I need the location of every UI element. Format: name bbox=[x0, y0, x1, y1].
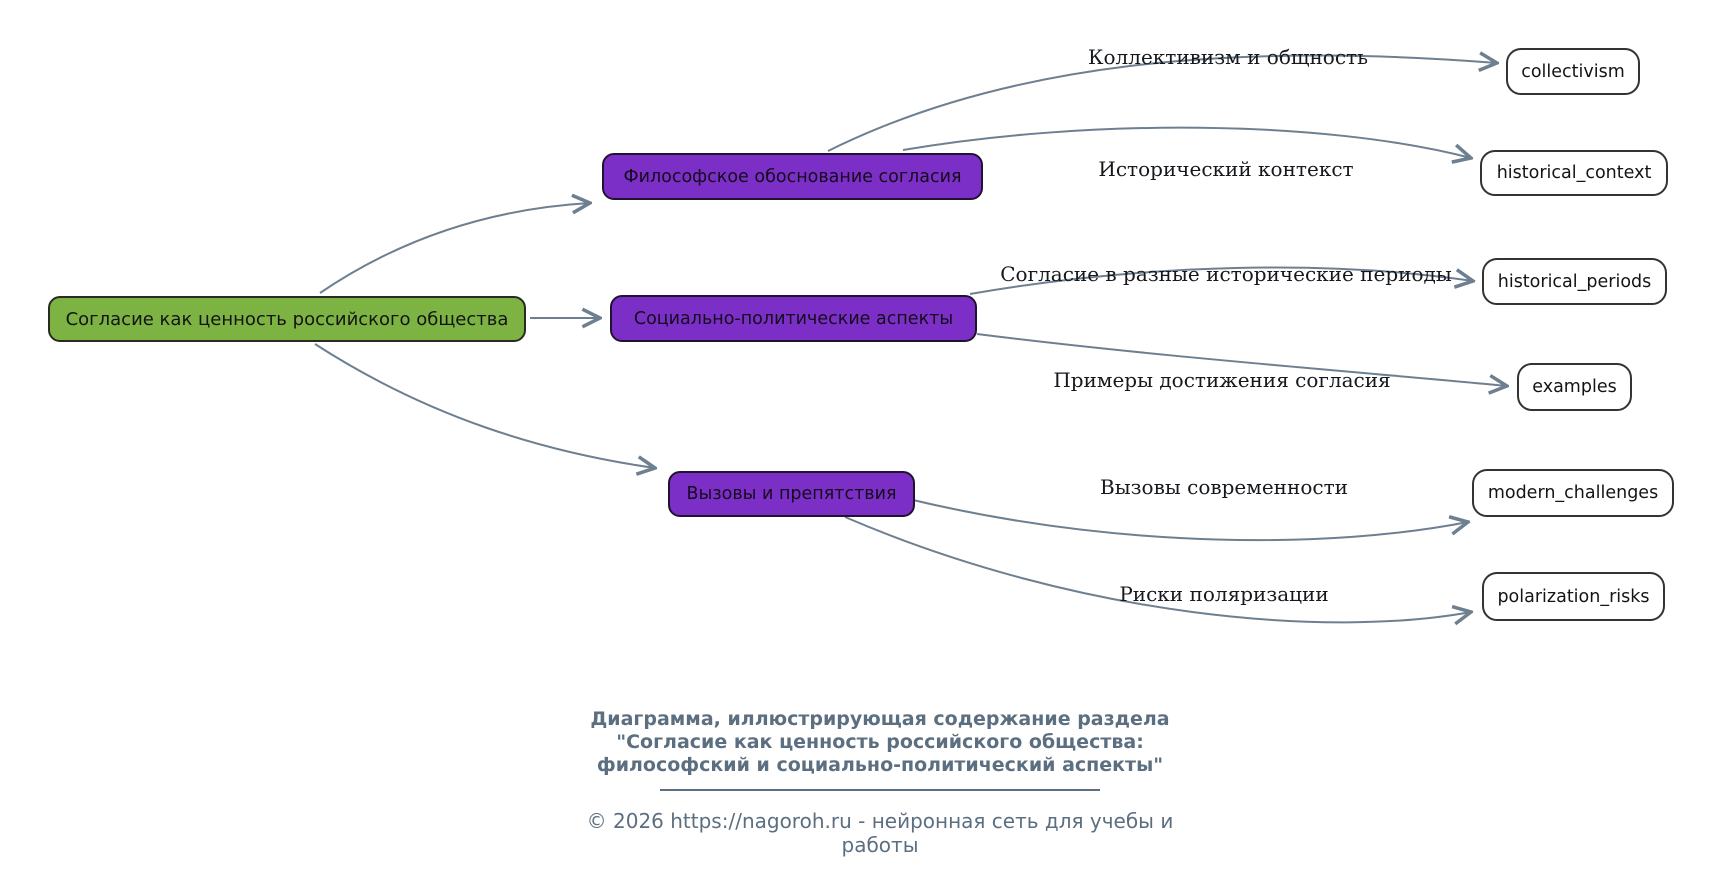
edge-philosophy-collectivism bbox=[828, 55, 1497, 151]
leaf-node-historical-periods: historical_periods bbox=[1482, 258, 1667, 305]
leaf-node-historical-context: historical_context bbox=[1480, 150, 1668, 196]
edge-label-examples: Примеры достижения согласия bbox=[1053, 368, 1391, 392]
edge-label-modern-challenges: Вызовы современности bbox=[1100, 475, 1348, 499]
leaf-node-modern-challenges: modern_challenges bbox=[1472, 469, 1674, 517]
edge-label-historical-periods: Согласие в разные исторические периоды bbox=[1000, 262, 1452, 286]
caption-line-1: Диаграмма, иллюстрирующая содержание раздела bbox=[590, 708, 1170, 730]
branch-node-sociopolitical: Социально-политические аспекты bbox=[610, 295, 977, 342]
caption-line-3: философский и социально-политический аспекты" bbox=[596, 754, 1164, 776]
caption-block bbox=[560, 708, 1200, 857]
edge-label-historical-context: Исторический контекст bbox=[1098, 157, 1354, 181]
caption-divider bbox=[660, 789, 1100, 791]
branch-node-challenges: Вызовы и препятствия bbox=[668, 471, 915, 517]
edge-label-polarization-risks: Риски поляризации bbox=[1119, 582, 1329, 606]
copyright-text: © 2026 https://nagoroh.ru - нейронная сеть для учебы и работы bbox=[586, 809, 1174, 857]
edge-label-collectivism: Коллективизм и общность bbox=[1088, 45, 1368, 69]
leaf-node-polarization-risks: polarization_risks bbox=[1482, 572, 1665, 621]
branch-node-philosophy: Философское обоснование согласия bbox=[602, 153, 983, 200]
edge-philosophy-historical-context bbox=[903, 128, 1471, 158]
root-node: Согласие как ценность российского общества bbox=[48, 296, 526, 342]
edge-challenges-modern bbox=[913, 500, 1468, 540]
edge-challenges-polarization bbox=[845, 517, 1471, 622]
edge-root-challenges bbox=[315, 344, 655, 468]
edge-root-philosophy bbox=[320, 203, 590, 293]
caption-line-2: "Согласие как ценность российского общества: bbox=[616, 731, 1144, 753]
leaf-node-examples: examples bbox=[1517, 363, 1632, 411]
leaf-node-collectivism: collectivism bbox=[1506, 48, 1640, 95]
